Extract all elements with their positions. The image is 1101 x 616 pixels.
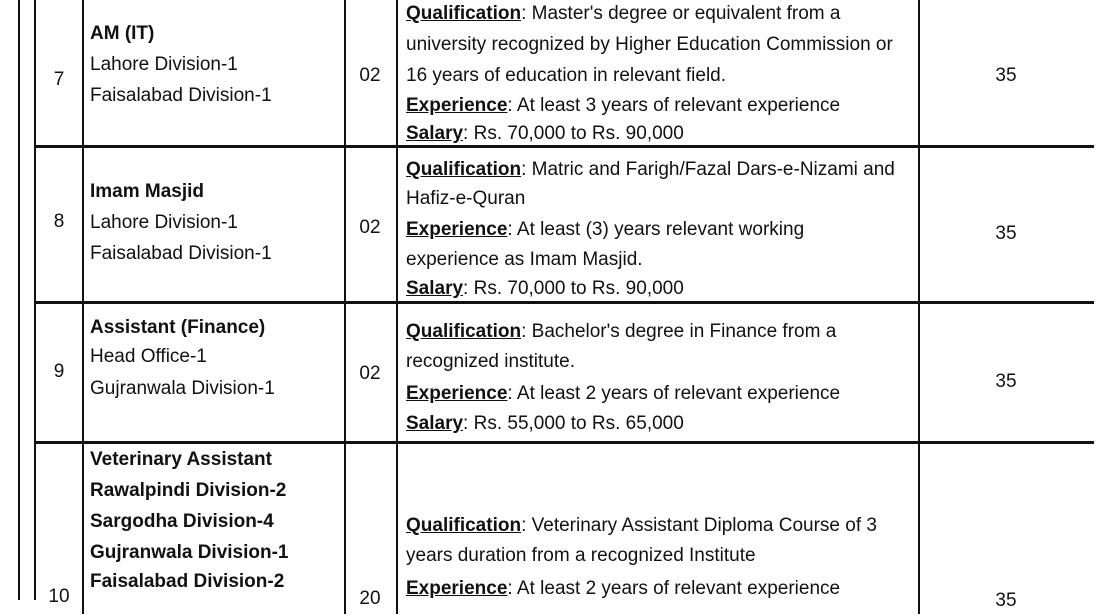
location-line: Sargodha Division-4	[90, 511, 274, 532]
post-title: Veterinary Assistant	[90, 449, 272, 470]
qualification-text: university recognized by Higher Education Commission or	[406, 34, 893, 55]
experience-label: Experience	[406, 383, 508, 404]
posts-count: 02	[359, 65, 381, 86]
location-line: Rawalpindi Division-2	[90, 480, 287, 501]
post-title: Imam Masjid	[90, 181, 205, 202]
posts-count-cell	[344, 148, 398, 301]
requirements-cell: Qualification: Bachelor's degree in Finance from a recognized institute. Experience: At least 2 years of relevant experience Salary: Rs. 55,000 to Rs. 65,000	[396, 304, 920, 441]
qualification-text: Master's degree or equivalent from a	[531, 3, 841, 24]
salary-text: Rs. 55,000 to Rs. 65,000	[473, 413, 684, 434]
salary-label: Salary	[406, 278, 464, 299]
serial-cell	[36, 444, 84, 614]
post-cell	[82, 444, 346, 614]
posts-count-cell	[344, 0, 398, 145]
salary-label: Salary	[406, 413, 464, 434]
serial-cell	[36, 304, 84, 441]
age-limit-cell	[918, 444, 1094, 614]
age-limit-cell	[918, 304, 1094, 441]
location-line: Faisalabad Division-1	[90, 243, 272, 264]
serial-number: 10	[48, 586, 70, 607]
qualification-text: Bachelor's degree in Finance from a	[531, 321, 837, 342]
experience-label: Experience	[406, 578, 508, 599]
posts-count-cell	[344, 444, 398, 614]
table-row	[36, 304, 1094, 444]
posts-count-cell	[344, 304, 398, 441]
post-title: AM (IT)	[90, 23, 155, 44]
qualification-text: Hafiz-e-Quran	[406, 188, 526, 209]
qualification-label: Qualification	[406, 159, 522, 180]
requirements-cell: Qualification: Master's degree or equivalent from a university recognized by Higher Education Commission or 16 years of education in relevant field. Experience: At least 3 years of relevant experience Salary: Rs. 70,000 to Rs. 90,000	[396, 0, 920, 145]
qualification-text: recognized institute.	[406, 351, 575, 372]
age-limit: 35	[995, 223, 1017, 244]
page-border-left	[18, 0, 20, 600]
serial-number: 8	[53, 211, 65, 232]
posts-count: 02	[359, 363, 381, 384]
experience-text: At least 2 years of relevant experience	[516, 383, 841, 404]
requirements-cell: Qualification: Matric and Farigh/Fazal Dars-e-Nizami and Hafiz-e-Quran Experience: At least (3) years relevant working experience as Imam Masjid. Salary: Rs. 70,000 to Rs. 90,000	[396, 148, 920, 301]
age-limit: 35	[995, 65, 1017, 86]
serial-number: 9	[53, 361, 65, 382]
qualification-text: 16 years of education in relevant field.	[406, 65, 727, 86]
post-cell	[82, 148, 346, 301]
location-line: Gujranwala Division-1	[90, 542, 289, 563]
posts-count: 20	[359, 588, 381, 609]
experience-label: Experience	[406, 95, 508, 116]
age-limit: 35	[995, 371, 1017, 392]
salary-text: Rs. 70,000 to Rs. 90,000	[473, 278, 684, 299]
experience-text: At least (3) years relevant working	[516, 219, 805, 240]
experience-text: At least 2 years of relevant experience	[516, 578, 841, 599]
experience-label: Experience	[406, 219, 508, 240]
table-row	[36, 148, 1094, 304]
post-cell	[82, 0, 346, 145]
location-line: Lahore Division-1	[90, 212, 238, 233]
post-title: Assistant (Finance)	[90, 317, 266, 338]
requirements-cell: Qualification: Veterinary Assistant Diploma Course of 3 years duration from a recognized Institute Experience: At least 2 years of relevant experience	[396, 444, 920, 614]
table-row	[36, 444, 1094, 614]
qualification-label: Qualification	[406, 321, 522, 342]
qualification-text: years duration from a recognized Institute	[406, 545, 756, 566]
location-line: Faisalabad Division-2	[90, 571, 285, 592]
serial-cell	[36, 0, 84, 145]
qualification-label: Qualification	[406, 515, 522, 536]
age-limit-cell	[918, 148, 1094, 301]
serial-cell	[36, 148, 84, 301]
serial-number: 7	[53, 69, 65, 90]
experience-text: At least 3 years of relevant experience	[516, 95, 841, 116]
qualification-text: Veterinary Assistant Diploma Course of 3	[531, 515, 877, 536]
experience-text: experience as Imam Masjid.	[406, 249, 643, 270]
qualification-label: Qualification	[406, 3, 522, 24]
post-cell	[82, 304, 346, 441]
location-line: Faisalabad Division-1	[90, 85, 272, 106]
qualification-text: Matric and Farigh/Fazal Dars-e-Nizami and	[531, 159, 895, 180]
age-limit: 35	[995, 590, 1017, 611]
salary-label: Salary	[406, 123, 464, 144]
location-line: Lahore Division-1	[90, 54, 238, 75]
table-row	[36, 0, 1094, 148]
location-line: Head Office-1	[90, 346, 207, 367]
salary-text: Rs. 70,000 to Rs. 90,000	[473, 123, 684, 144]
posts-count: 02	[359, 217, 381, 238]
age-limit-cell	[918, 0, 1094, 145]
location-line: Gujranwala Division-1	[90, 378, 275, 399]
